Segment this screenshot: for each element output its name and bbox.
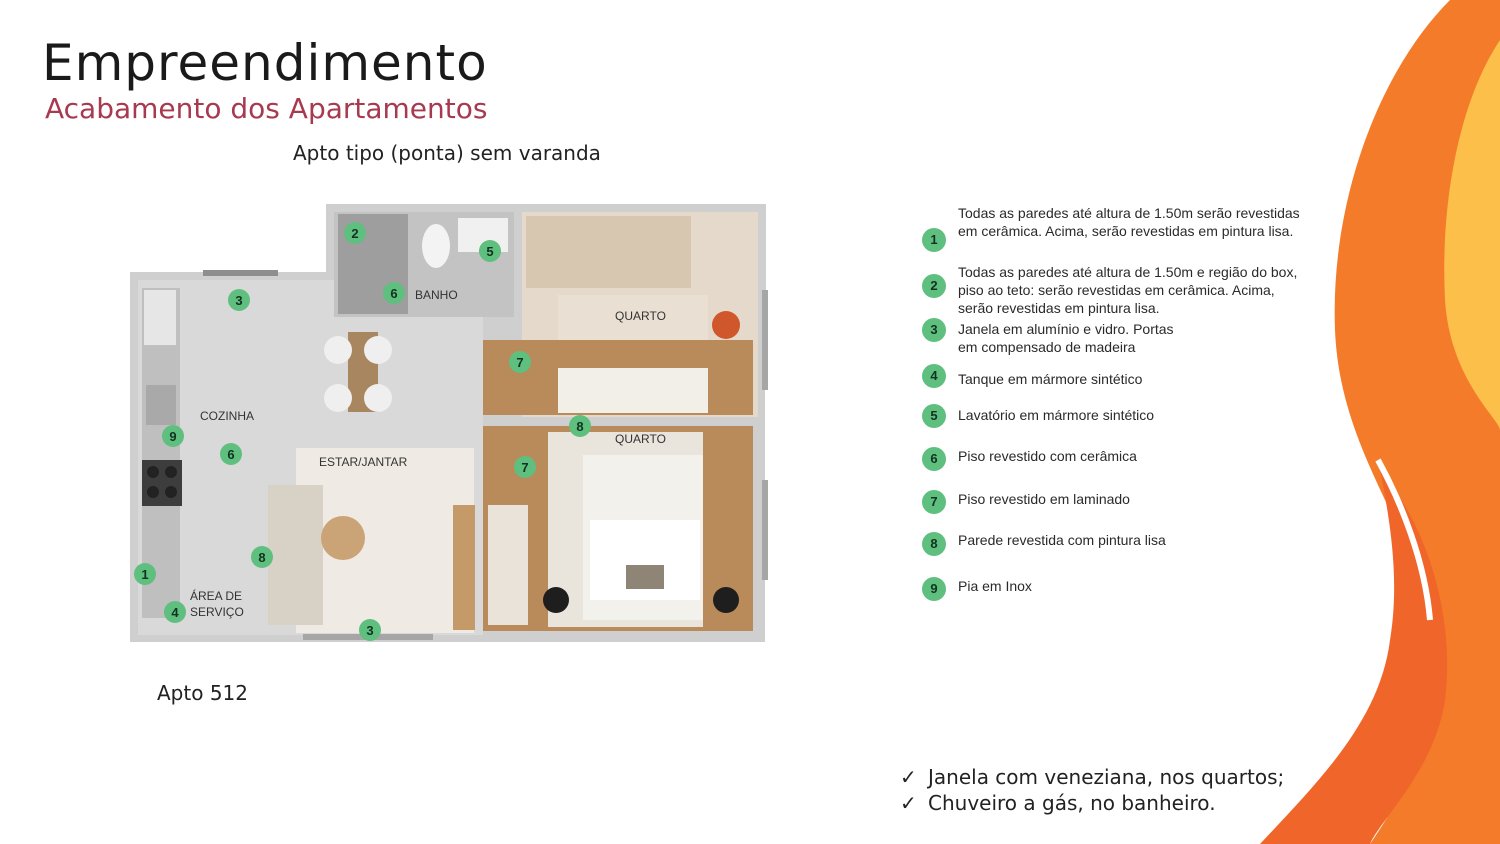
plan-pin-7 (509, 351, 531, 373)
legend-text: Parede revestida com pintura lisa (958, 532, 1166, 548)
room-label-area-2: SERVIÇO (190, 605, 244, 619)
legend-text: Pia em Inox (958, 578, 1032, 594)
svg-text:7: 7 (521, 460, 529, 475)
svg-text:5: 5 (486, 244, 494, 259)
feature-notes (900, 764, 1284, 816)
plan-pin-3 (228, 289, 250, 311)
legend-text: Janela em alumínio e vidro. Portas em compensado de madeira (958, 321, 1174, 355)
room-label-area-1: ÁREA DE (190, 589, 243, 603)
plan-pin-2 (344, 222, 366, 244)
svg-text:3: 3 (235, 293, 243, 308)
legend-badge: 2 (922, 274, 946, 298)
plan-pin-8 (251, 546, 273, 568)
room-label-banho: BANHO (415, 288, 458, 302)
legend-badge: 6 (922, 447, 946, 471)
legend-badge: 9 (922, 577, 946, 601)
room-label-cozinha: COZINHA (200, 409, 254, 423)
svg-text:6: 6 (390, 286, 398, 301)
svg-text:2: 2 (351, 226, 359, 241)
note-text: Chuveiro a gás, no banheiro. (928, 791, 1216, 815)
legend-text: Piso revestido em laminado (958, 491, 1130, 507)
svg-text:7: 7 (516, 355, 524, 370)
room-label-estar: ESTAR/JANTAR (319, 455, 408, 469)
legend-badge: 3 (922, 318, 946, 342)
legend-badge: 5 (922, 404, 946, 428)
legend-badge: 4 (922, 364, 946, 388)
svg-text:3: 3 (366, 623, 374, 638)
note-item (900, 790, 1284, 816)
legend-text: Tanque em mármore sintético (958, 371, 1143, 387)
plan-pin-6 (220, 443, 242, 465)
plan-caption: Apto tipo (ponta) sem varanda (293, 141, 601, 165)
legend-text: Lavatório em mármore sintético (958, 407, 1155, 423)
plan-pin-9 (162, 425, 184, 447)
plan-pin-7 (514, 456, 536, 478)
svg-text:6: 6 (227, 447, 235, 462)
unit-label: Apto 512 (157, 681, 248, 705)
page-subtitle: Acabamento dos Apartamentos (45, 92, 488, 125)
svg-text:4: 4 (171, 605, 179, 620)
plan-pin-8 (569, 415, 591, 437)
svg-text:9: 9 (169, 429, 177, 444)
plan-pin-6 (383, 282, 405, 304)
room-label-quarto-bottom: QUARTO (615, 432, 666, 446)
note-item (900, 764, 1284, 790)
legend-badge: 7 (922, 490, 946, 514)
check-icon: ✓ (900, 791, 917, 815)
plan-pin-5 (479, 240, 501, 262)
legend-text: Todas as paredes até altura de 1.50m serão revestidas em cerâmica. Acima, serão revestidas em pintura lisa. (958, 205, 1300, 239)
legend-badge: 8 (922, 532, 946, 556)
legend-text: Piso revestido com cerâmica (958, 448, 1137, 464)
svg-text:1: 1 (141, 567, 149, 582)
plan-pin-3 (359, 619, 381, 641)
note-text: Janela com veneziana, nos quartos; (928, 765, 1285, 789)
check-icon: ✓ (900, 765, 917, 789)
legend-badge: 1 (922, 228, 946, 252)
plan-pin-4 (164, 601, 186, 623)
legend-text: Todas as paredes até altura de 1.50m e região do box, piso ao teto: serão revestidas em cerâmica. Acima, serão revestidas em pintura lisa. (958, 264, 1298, 316)
svg-text:8: 8 (576, 419, 584, 434)
svg-text:8: 8 (258, 550, 266, 565)
floor-plan (128, 200, 768, 645)
room-label-quarto-top: QUARTO (615, 309, 666, 323)
page-title: Empreendimento (42, 34, 488, 92)
plan-pin-1 (134, 563, 156, 585)
